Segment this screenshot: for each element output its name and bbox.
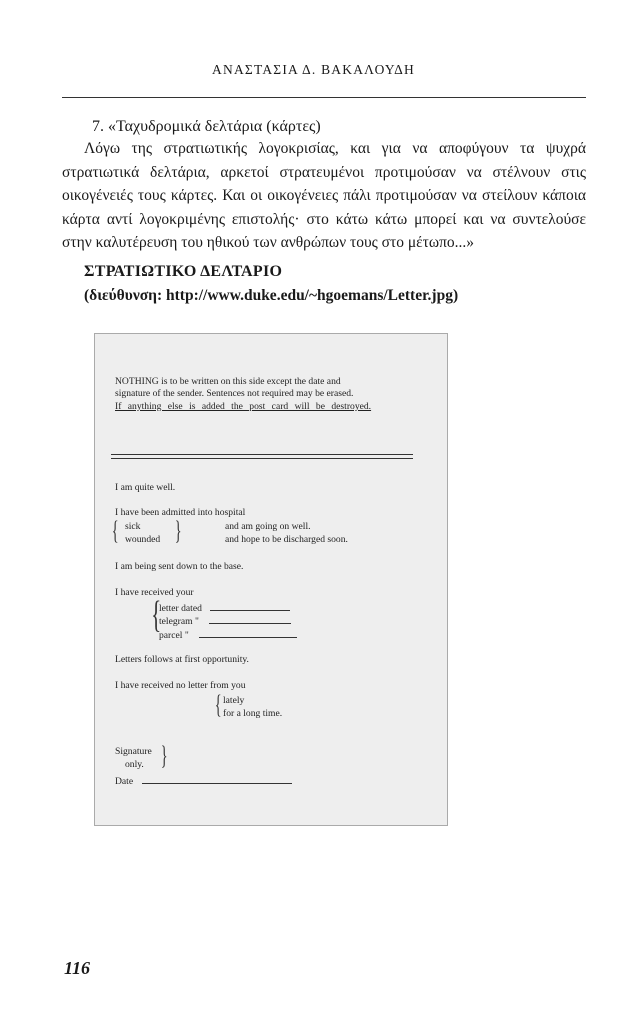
- blank-line: [199, 628, 297, 638]
- signature-label: Signature: [115, 746, 152, 757]
- line-letter-follows: Letters follows at first opportunity.: [115, 654, 249, 665]
- date-label: Date: [115, 776, 134, 787]
- body-paragraph: Λόγω της στρατιωτικής λογοκρισίας, και για να αποφύγουν τα ψυχρά στρατιωτικά δελτάρια, αρκετοί στρατευμένοι προτιμούσαν να στέλνουν στις οικογένειές τους κάρτες. Και οι οικογένειες πάλι προτιμούσαν να στείλουν κάποια κάρτα αντί λογοκριμένης επιστολής· στο κάτω κάτω μπορεί και να συντελούσε στην καλυτέρευση του ηθικού των ανθρώπων τους στο μέτωπο...»: [62, 140, 586, 252]
- date-line: [115, 774, 292, 787]
- date-blank: [142, 774, 292, 784]
- option-parcel: [159, 628, 297, 641]
- option-sick: sick: [125, 521, 141, 532]
- figure-title: ΣΤΡΑΤΙΩΤΙΚΟ ΔΕΛΤΑΡΙΟ: [84, 263, 283, 280]
- field-service-postcard: [94, 333, 448, 826]
- line-base: I am being sent down to the base.: [115, 561, 244, 572]
- blank-line: [210, 601, 290, 611]
- page-number: 116: [64, 958, 91, 978]
- option-letter-dated-label: letter dated: [159, 603, 202, 614]
- header-rule: [62, 97, 586, 98]
- line-no-letter: I have received no letter from you: [115, 680, 246, 691]
- option-telegram-label: telegram ": [159, 616, 199, 627]
- option-letter-dated: [159, 601, 290, 614]
- option-discharged: and hope to be discharged soon.: [225, 534, 348, 545]
- brace-lately: {: [214, 690, 222, 719]
- line-quite-well: I am quite well.: [115, 482, 176, 493]
- option-wounded: wounded: [125, 534, 161, 545]
- brace-right: }: [174, 516, 182, 545]
- divider-rule-top: [111, 454, 413, 455]
- running-header: ΑΝΑΣΤΑΣΙΑ Δ. ΒΑΚΑΛΟΥΔΗ: [212, 62, 415, 77]
- divider-rule-bottom: [111, 458, 413, 459]
- warning-line-3: If anything else is added the post card will be destroyed.: [115, 400, 372, 412]
- line-received: I have received your: [115, 587, 194, 598]
- postcard-warning: [115, 376, 413, 413]
- brace-signature: }: [160, 741, 168, 770]
- brace-received: {: [151, 594, 162, 636]
- option-telegram: [159, 614, 291, 627]
- signature-only: only.: [125, 759, 144, 770]
- option-lately: lately: [223, 695, 245, 706]
- option-long-time: for a long time.: [223, 708, 283, 719]
- option-parcel-label: parcel ": [159, 630, 189, 641]
- section-heading: 7. «Ταχυδρομικά δελτάρια (κάρτες): [92, 118, 321, 135]
- line-hospital: I have been admitted into hospital: [115, 507, 246, 518]
- warning-line-1: NOTHING is to be written on this side except the date and: [115, 376, 341, 387]
- blank-line: [209, 614, 291, 624]
- warning-line-2: signature of the sender. Sentences not required may be erased.: [115, 388, 354, 400]
- brace-sick-wounded: {: [111, 516, 119, 545]
- figure-url: (διεύθυνση: http://www.duke.edu/~hgoemans/Letter.jpg): [84, 287, 459, 304]
- option-going-on-well: and am going on well.: [225, 521, 311, 532]
